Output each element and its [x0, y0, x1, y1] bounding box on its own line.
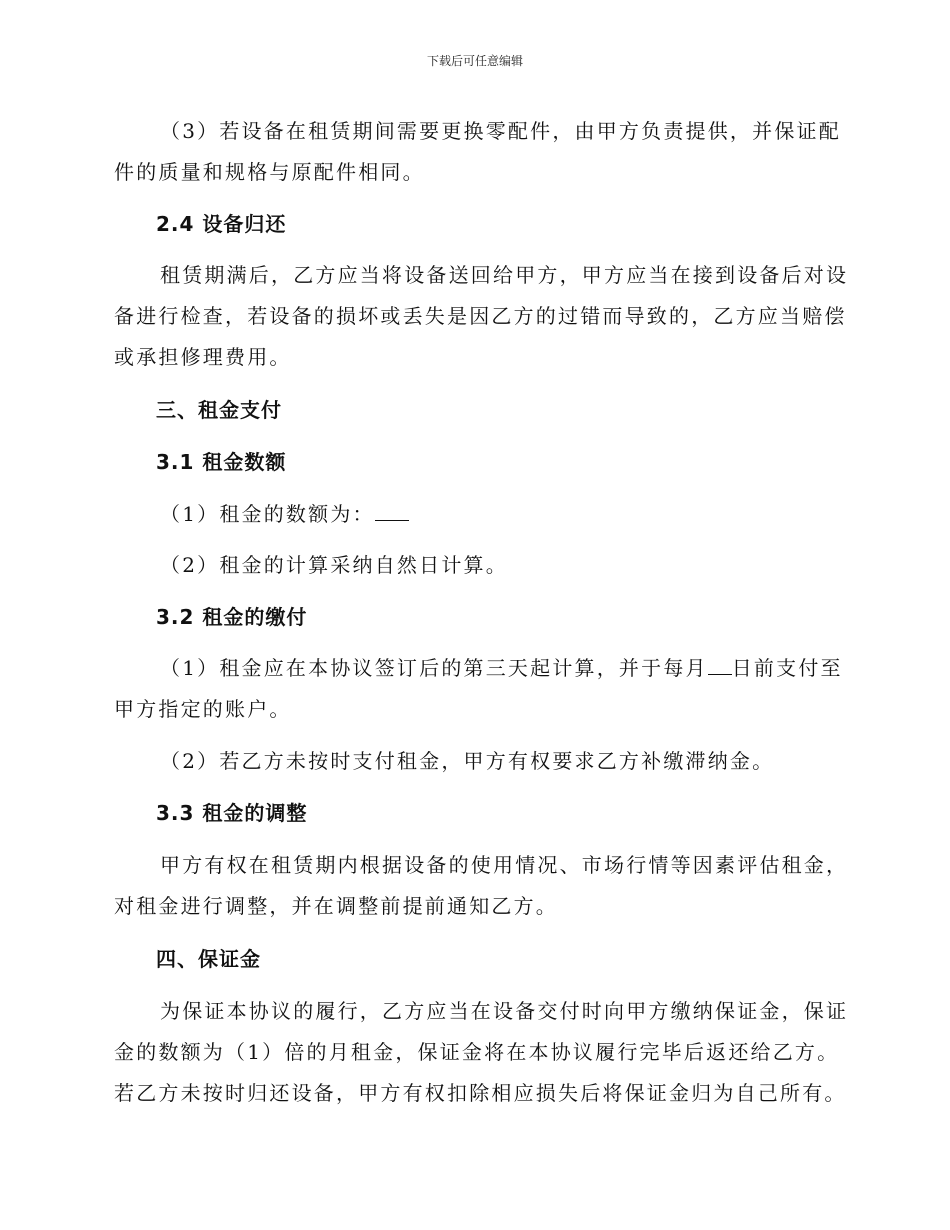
section-heading-3-1: 3.1 租金数额 — [156, 450, 287, 474]
paragraph-line: 租赁期满后，乙方应当将设备送回给甲方，甲方应当在接到设备后对设 — [160, 263, 849, 287]
paragraph-line: 甲方有权在租赁期内根据设备的使用情况、市场行情等因素评估租金， — [160, 853, 849, 877]
paragraph-line: 若乙方未按时归还设备，甲方有权扣除相应损失后将保证金归为自己所有。 — [114, 1081, 847, 1105]
paragraph-line: 对租金进行调整，并在调整前提前通知乙方。 — [114, 894, 558, 918]
paragraph-line: 或承担修理费用。 — [114, 345, 292, 369]
paragraph-line: （3）若设备在租赁期间需要更换零配件，由甲方负责提供，并保证配 — [160, 119, 841, 143]
payment-text-b: 日前支付至 — [731, 656, 843, 680]
section-heading-3-3: 3.3 租金的调整 — [156, 801, 308, 825]
paragraph-line: （2）租金的计算采纳自然日计算。 — [160, 553, 508, 577]
paragraph-line: 件的质量和规格与原配件相同。 — [114, 160, 425, 184]
paragraph-line: 金的数额为（1）倍的月租金，保证金将在本协议履行完毕后返还给乙方。 — [114, 1040, 840, 1064]
paragraph-line — [160, 655, 880, 681]
payment-text-a: （1）租金应在本协议签订后的第三天起计算，并于每月 — [160, 656, 708, 680]
section-heading-2-4: 2.4 设备归还 — [156, 212, 287, 236]
paragraph-line: 备进行检查，若设备的损坏或丢失是因乙方的过错而导致的，乙方应当赔偿 — [114, 304, 847, 328]
paragraph-line — [160, 501, 880, 527]
rent-amount-blank — [375, 502, 409, 521]
page-header: 下载后可任意编辑 — [426, 54, 523, 68]
section-heading-3: 三、租金支付 — [156, 398, 282, 422]
payment-day-blank — [708, 656, 732, 675]
paragraph-line: （2）若乙方未按时支付租金，甲方有权要求乙方补缴滞纳金。 — [160, 749, 775, 773]
paragraph-line: 为保证本协议的履行，乙方应当在设备交付时向甲方缴纳保证金，保证 — [160, 999, 849, 1023]
paragraph-line: 甲方指定的账户。 — [114, 697, 292, 721]
section-heading-3-2: 3.2 租金的缴付 — [156, 605, 308, 629]
section-heading-4: 四、保证金 — [156, 947, 261, 971]
rent-amount-label: （1）租金的数额为： — [160, 502, 375, 526]
